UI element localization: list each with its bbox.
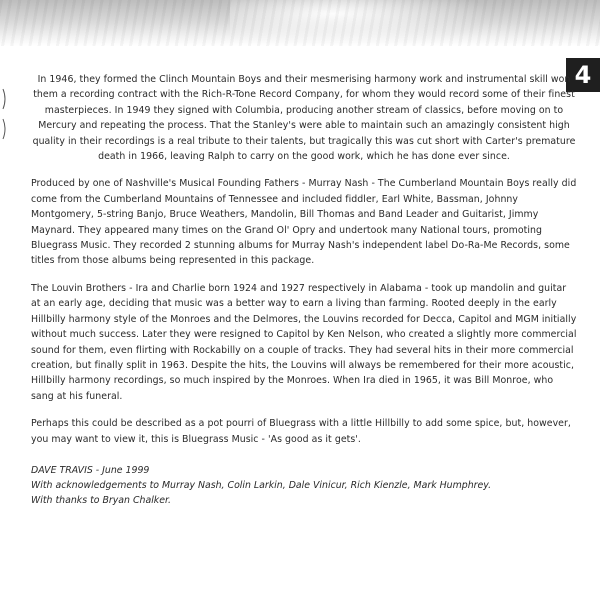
acknowledgements-line: With acknowledgements to Murray Nash, Colin Larkin, Dale Vinicur, Rich Kienzle, Mark Humphrey.	[31, 480, 492, 492]
paragraph-closing: Perhaps this could be described as a pot pourri of Bluegrass with a little Hillbilly to add some spice, but, however, you may want to view it, this is Bluegrass Music - 'As good as it gets'.	[31, 418, 571, 445]
paragraph-clinch-mountain-boys: In 1946, they formed the Clinch Mountain Boys and their mesmerising harmony work and instrumental skill won them a recording contract with the Rich-R-Tone Record Company, for whom they would record some of their finest masterpieces. In 1949 they signed with Columbia, producing another stream of classics, before moving on to Mercury and repeating the process. That the Stanley's were able to maintain such an amazingly consistent high quality in their recordings is a real tribute to their talents, but tragically this was cut short with Carter's premature death in 1966, leaving Ralph to carry on the good work, which he has done ever since.	[32, 74, 576, 163]
author-line: DAVE TRAVIS - June 1999	[31, 464, 150, 476]
credits-block	[31, 463, 577, 509]
margin-bracket-mark	[2, 88, 8, 110]
paragraph-cumberland-mountain-boys: Produced by one of Nashville's Musical Founding Fathers - Murray Nash - The Cumberland Mountain Boys really did come from the Cumberland Mountains of Tennessee and included fiddler, Earl White, Bassman, Johnny Montgomery, 5-string Banjo, Bruce Weathers, Mandolin, Bill Thomas and Band Leader and Guitarist, Jimmy Maynard. They appeared many times on the Grand Ol' Opry and undertook many National tours, promoting Bluegrass Music. They recorded 2 stunning albums for Murray Nash's independent label Do-Ra-Me Records, some titles from those albums being represented in this package.	[31, 178, 577, 267]
page-number-badge: 4	[566, 58, 600, 92]
header-band	[0, 0, 600, 46]
margin-bracket-mark	[2, 118, 8, 140]
paragraph-louvin-brothers: The Louvin Brothers - Ira and Charlie born 1924 and 1927 respectively in Alabama - took up mandolin and guitar at an early age, deciding that music was a better way to earn a living than farming. Rooted deeply in the early Hillbilly harmony style of the Monroes and the Delmores, the Louvins recorded for Decca, Capitol and MGM initially without much success. Later they were resigned to Capitol by Ken Nelson, who created a slightly more commercial sound for them, even flirting with Rockabilly on a couple of tracks. They had several hits in their more commercial creation, but finally split in 1963. Despite the hits, the Louvins will always be remembered for their more acoustic, Hillbilly harmony recordings, so much inspired by the Monroes. When Ira died in 1965, it was Bill Monroe, who sang at his funeral.	[31, 282, 577, 402]
liner-notes-body	[31, 72, 577, 509]
thanks-line: With thanks to Bryan Chalker.	[31, 495, 171, 507]
